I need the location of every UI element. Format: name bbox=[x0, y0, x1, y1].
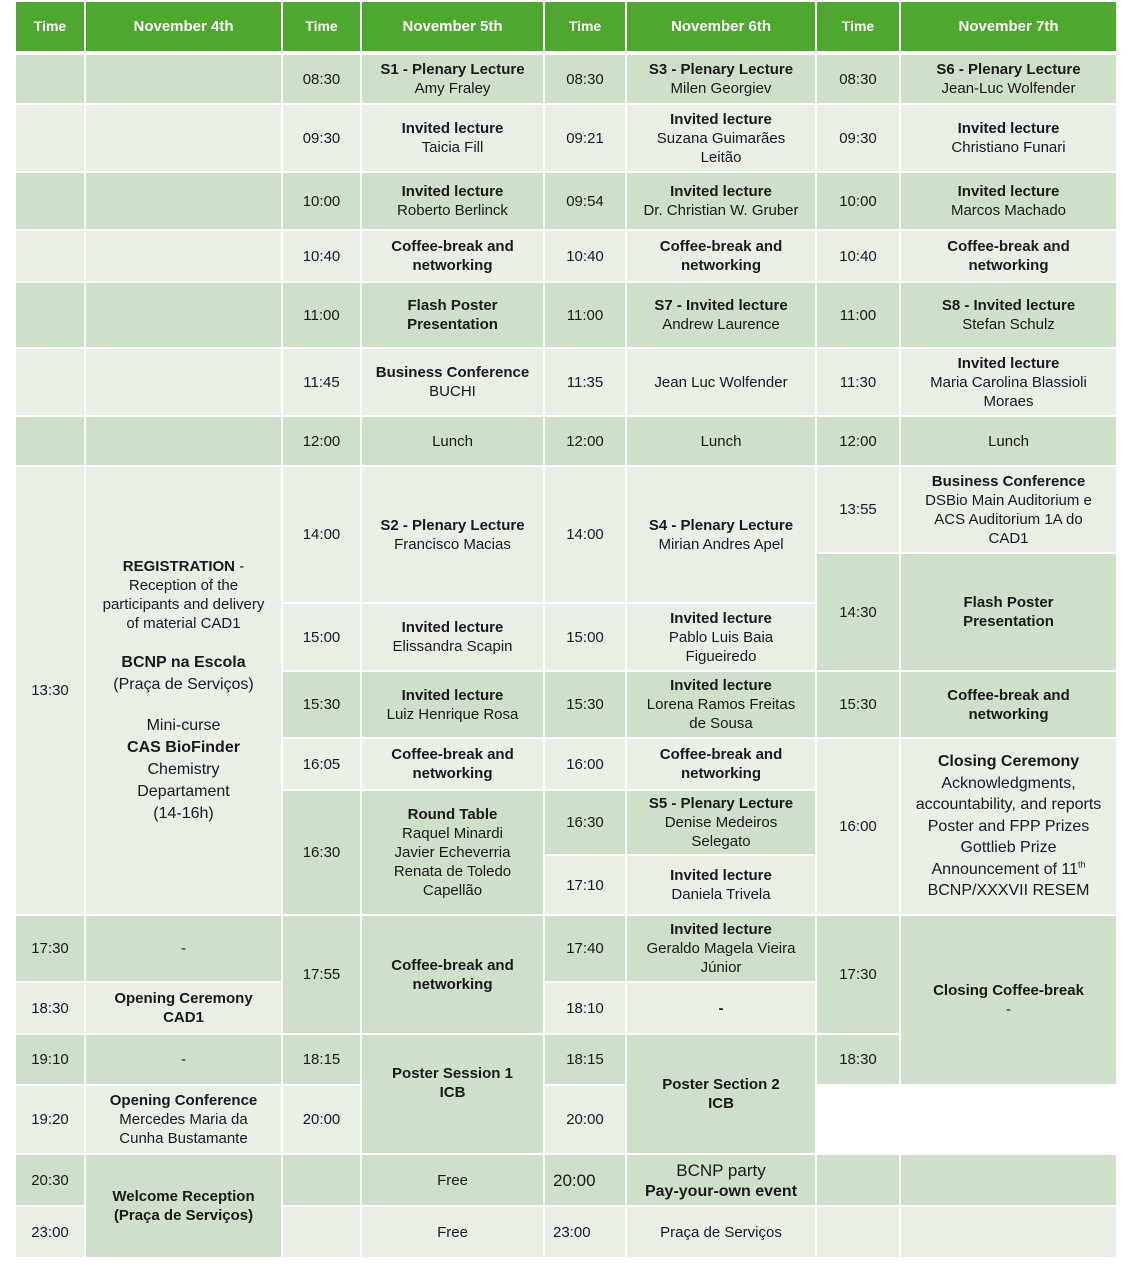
time-cell: 20:00 bbox=[544, 1085, 626, 1154]
time-cell: 18:30 bbox=[816, 1034, 900, 1085]
time-cell: 10:40 bbox=[282, 230, 361, 282]
time-cell: 15:00 bbox=[544, 603, 626, 671]
event-cell bbox=[900, 348, 1117, 416]
event-title: Poster Section 2 bbox=[662, 1076, 780, 1093]
speaker-name: Stefan Schulz bbox=[962, 316, 1055, 333]
time-cell bbox=[15, 54, 85, 104]
event-title: Invited lecture bbox=[670, 677, 772, 694]
speaker-name: Roberto Berlinck bbox=[397, 202, 508, 219]
time-cell: 10:00 bbox=[282, 172, 361, 230]
speaker-name: Pablo Luis Baia bbox=[668, 628, 774, 646]
event-cell bbox=[900, 172, 1117, 230]
event-title: Welcome Reception bbox=[112, 1188, 255, 1205]
event-location: CAD1 bbox=[988, 529, 1029, 547]
time-cell: 13:55 bbox=[816, 466, 900, 553]
time-cell: 18:15 bbox=[282, 1034, 361, 1085]
registration-title: REGISTRATION bbox=[122, 557, 236, 575]
superscript: th bbox=[1077, 859, 1086, 870]
time-cell: 09:30 bbox=[282, 104, 361, 172]
header-time-1: Time bbox=[15, 1, 85, 52]
time-cell: 15:30 bbox=[544, 671, 626, 738]
event-title: S8 - Invited lecture bbox=[941, 297, 1076, 314]
speaker-name: Francisco Macias bbox=[394, 535, 511, 553]
event-title: Flash Poster bbox=[963, 594, 1054, 611]
speaker-name: Denise Medeiros bbox=[664, 814, 778, 831]
event-detail: Gottlieb Prize bbox=[960, 839, 1057, 857]
time-cell: 11:00 bbox=[544, 282, 626, 348]
event-hours: (14-16h) bbox=[153, 804, 214, 822]
time-cell: 14:00 bbox=[544, 466, 626, 603]
event-cell bbox=[626, 855, 816, 915]
speaker-name: Jean-Luc Wolfender bbox=[941, 80, 1076, 97]
conference-schedule-table bbox=[14, 0, 1118, 1259]
event-title: Coffee-break and bbox=[391, 746, 514, 763]
time-cell: 10:00 bbox=[816, 172, 900, 230]
schedule-row bbox=[15, 915, 1117, 982]
event-cell bbox=[361, 915, 544, 1034]
speaker-name: Figueiredo bbox=[685, 647, 757, 665]
event-detail: Acknowledgments, bbox=[941, 774, 1076, 792]
event-cell bbox=[361, 230, 544, 282]
time-cell bbox=[15, 416, 85, 466]
speaker-name: Milen Georgiev bbox=[670, 80, 772, 97]
event-cell bbox=[361, 54, 544, 104]
time-cell: 10:40 bbox=[544, 230, 626, 282]
event-cell bbox=[900, 915, 1117, 1085]
time-cell: 16:05 bbox=[282, 738, 361, 790]
event-cell: - bbox=[85, 915, 282, 982]
event-title: S2 - Plenary Lecture bbox=[380, 516, 525, 534]
event-cell bbox=[361, 671, 544, 738]
event-title: Business Conference bbox=[931, 472, 1086, 490]
time-cell bbox=[816, 1154, 900, 1206]
time-cell: 20:00 bbox=[282, 1085, 361, 1154]
event-title: BCNP na Escola bbox=[121, 653, 246, 671]
event-cell bbox=[626, 104, 816, 172]
speaker-name: Moraes bbox=[983, 392, 1034, 410]
time-cell: 17:10 bbox=[544, 855, 626, 915]
event-title: Round Table bbox=[407, 806, 498, 823]
header-row bbox=[15, 1, 1117, 52]
event-cell bbox=[361, 104, 544, 172]
event-title: Invited lecture bbox=[401, 686, 504, 704]
event-cell bbox=[361, 603, 544, 671]
time-cell: 16:00 bbox=[816, 738, 900, 915]
event-cell bbox=[626, 282, 816, 348]
schedule-row bbox=[15, 172, 1117, 230]
event-title: Invited lecture bbox=[401, 183, 504, 200]
speaker-name: Andrew Laurence bbox=[662, 316, 780, 333]
event-title: CAD1 bbox=[163, 1009, 204, 1026]
time-cell bbox=[15, 282, 85, 348]
header-day-nov7: November 7th bbox=[900, 1, 1117, 52]
schedule-row bbox=[15, 348, 1117, 416]
time-cell: 23:00 bbox=[544, 1206, 626, 1258]
event-detail: - bbox=[1006, 1001, 1011, 1018]
event-title: S3 - Plenary Lecture bbox=[648, 61, 794, 78]
event-cell: Lunch bbox=[626, 416, 816, 466]
event-cell bbox=[626, 466, 816, 603]
time-cell: 08:30 bbox=[282, 54, 361, 104]
speaker-name: Renata de Toledo bbox=[393, 863, 512, 880]
time-cell: 20:00 bbox=[544, 1154, 626, 1206]
event-title: S6 - Plenary Lecture bbox=[936, 61, 1081, 78]
time-cell bbox=[15, 172, 85, 230]
speaker-name: Selegato bbox=[691, 833, 751, 850]
time-cell: 17:30 bbox=[816, 915, 900, 1034]
header-time-2: Time bbox=[282, 1, 361, 52]
time-cell: 11:30 bbox=[816, 348, 900, 416]
event-cell bbox=[626, 54, 816, 104]
time-cell: 18:30 bbox=[15, 982, 85, 1034]
event-cell bbox=[626, 172, 816, 230]
time-cell: 23:00 bbox=[15, 1206, 85, 1258]
header-day-nov6: November 6th bbox=[626, 1, 816, 52]
event-location: (Praça de Serviços) bbox=[113, 675, 254, 693]
event-cell bbox=[85, 466, 282, 915]
event-title: Invited lecture bbox=[401, 619, 504, 636]
event-title: Closing Coffee-break bbox=[933, 982, 1084, 999]
time-cell: 10:40 bbox=[816, 230, 900, 282]
event-cell bbox=[361, 466, 544, 603]
event-cell bbox=[85, 982, 282, 1034]
event-title: Presentation bbox=[407, 316, 498, 333]
event-cell bbox=[85, 1085, 282, 1154]
event-title: Coffee-break and bbox=[947, 686, 1070, 704]
event-title: Closing Ceremony bbox=[937, 753, 1080, 771]
time-cell: 12:00 bbox=[816, 416, 900, 466]
time-cell: 16:00 bbox=[544, 738, 626, 790]
speaker-name: Geraldo Magela Vieira bbox=[646, 940, 796, 957]
event-cell: Lunch bbox=[361, 416, 544, 466]
schedule-row bbox=[15, 416, 1117, 466]
time-cell: 11:00 bbox=[282, 282, 361, 348]
speaker-name: Leitão bbox=[700, 148, 742, 166]
speaker-name: Luiz Henrique Rosa bbox=[386, 705, 519, 723]
event-title: networking bbox=[412, 975, 493, 993]
time-cell: 14:30 bbox=[816, 553, 900, 671]
time-cell: 08:30 bbox=[544, 54, 626, 104]
event-detail: accountability, and reports bbox=[915, 796, 1102, 814]
event-cell bbox=[900, 54, 1117, 104]
time-cell: 20:30 bbox=[15, 1154, 85, 1206]
time-cell: 09:30 bbox=[816, 104, 900, 172]
event-title: networking bbox=[680, 257, 761, 274]
registration-block bbox=[96, 557, 271, 633]
event-detail: Poster and FPP Prizes bbox=[927, 817, 1090, 835]
time-cell: 16:30 bbox=[282, 790, 361, 915]
event-cell: Free bbox=[361, 1206, 544, 1258]
event-detail bbox=[905, 859, 1112, 881]
speaker-name: Elissandra Scapin bbox=[392, 638, 513, 655]
event-cell bbox=[85, 348, 282, 416]
event-title: Invited lecture bbox=[670, 183, 772, 200]
event-cell bbox=[626, 1034, 816, 1154]
event-title: Invited lecture bbox=[670, 921, 772, 938]
time-cell: 15:00 bbox=[282, 603, 361, 671]
time-cell: 15:30 bbox=[282, 671, 361, 738]
speaker-name: Christiano Funari bbox=[951, 139, 1066, 156]
event-cell bbox=[900, 104, 1117, 172]
time-cell: 17:55 bbox=[282, 915, 361, 1034]
event-title: S7 - Invited lecture bbox=[654, 297, 788, 314]
time-cell: 19:10 bbox=[15, 1034, 85, 1085]
event-cell bbox=[626, 738, 816, 790]
event-title: Invited lecture bbox=[957, 354, 1060, 372]
speaker-name: Javier Echeverria bbox=[394, 844, 511, 861]
header-time-4: Time bbox=[816, 1, 900, 52]
time-cell bbox=[15, 230, 85, 282]
event-cell bbox=[900, 671, 1117, 738]
header-day-nov4: November 4th bbox=[85, 1, 282, 52]
schedule-row bbox=[15, 282, 1117, 348]
speaker-name: Mercedes Maria da bbox=[119, 1111, 248, 1128]
speaker-name: Suzana Guimarães bbox=[656, 129, 786, 147]
event-cell bbox=[900, 553, 1117, 671]
time-cell bbox=[15, 104, 85, 172]
speaker-name: Cunha Bustamante bbox=[119, 1130, 248, 1147]
time-cell: 15:30 bbox=[816, 671, 900, 738]
event-cell bbox=[85, 416, 282, 466]
event-cell bbox=[900, 738, 1117, 915]
event-cell: Free bbox=[361, 1154, 544, 1206]
event-cell: Praça de Serviços bbox=[626, 1206, 816, 1258]
time-cell bbox=[816, 1085, 900, 1154]
speaker-name: Marcos Machado bbox=[950, 202, 1067, 219]
time-cell: 18:10 bbox=[544, 982, 626, 1034]
speaker-name: BUCHI bbox=[429, 383, 476, 400]
event-cell bbox=[361, 1034, 544, 1154]
time-cell: 16:30 bbox=[544, 790, 626, 855]
speaker-name: de Sousa bbox=[689, 715, 753, 732]
event-title: Invited lecture bbox=[401, 120, 504, 137]
event-cell bbox=[626, 982, 816, 1034]
time-cell: 13:30 bbox=[15, 466, 85, 915]
event-title: BCNP party bbox=[676, 1160, 766, 1180]
event-cell bbox=[85, 282, 282, 348]
event-cell bbox=[361, 790, 544, 915]
event-cell bbox=[626, 790, 816, 855]
time-cell: 09:21 bbox=[544, 104, 626, 172]
event-title: Invited lecture bbox=[670, 110, 772, 128]
event-location: Departament bbox=[137, 782, 230, 800]
event-cell bbox=[900, 1154, 1117, 1206]
event-title: Invited lecture bbox=[670, 609, 772, 627]
event-cell bbox=[85, 104, 282, 172]
schedule-row bbox=[15, 54, 1117, 104]
event-title: ICB bbox=[708, 1095, 734, 1112]
event-cell bbox=[361, 738, 544, 790]
event-title: Invited lecture bbox=[957, 120, 1060, 137]
event-title: networking bbox=[968, 257, 1049, 274]
event-title: Coffee-break and bbox=[659, 238, 783, 255]
event-cell bbox=[626, 348, 816, 416]
event-title: S4 - Plenary Lecture bbox=[648, 516, 794, 534]
speaker-name: Jean Luc Wolfender bbox=[654, 373, 788, 391]
time-cell: 18:15 bbox=[544, 1034, 626, 1085]
schedule-row bbox=[15, 230, 1117, 282]
event-cell: Lunch bbox=[900, 416, 1117, 466]
time-cell: 17:30 bbox=[15, 915, 85, 982]
event-cell bbox=[900, 466, 1117, 553]
speaker-name: Maria Carolina Blassioli bbox=[930, 373, 1087, 391]
event-location: ACS Auditorium 1A do bbox=[934, 510, 1083, 528]
event-cell bbox=[361, 282, 544, 348]
event-title: Flash Poster bbox=[407, 297, 498, 314]
event-cell bbox=[361, 348, 544, 416]
event-title: Poster Session 1 bbox=[392, 1065, 513, 1082]
event-subtitle: Pay-your-own event bbox=[644, 1182, 798, 1200]
event-title: Opening Conference bbox=[109, 1092, 258, 1109]
event-title: Business Conference bbox=[375, 364, 530, 381]
event-title: Invited lecture bbox=[670, 867, 772, 884]
speaker-name: Amy Fraley bbox=[414, 80, 491, 97]
event-title: S1 - Plenary Lecture bbox=[380, 61, 525, 78]
time-cell: 11:35 bbox=[544, 348, 626, 416]
speaker-name: Mirian Andres Apel bbox=[658, 535, 784, 553]
event-cell bbox=[626, 603, 816, 671]
event-detail: BCNP/XXXVII RESEM bbox=[927, 882, 1090, 900]
event-title: Coffee-break and bbox=[391, 238, 514, 255]
header-day-nov5: November 5th bbox=[361, 1, 544, 52]
event-cell bbox=[85, 1154, 282, 1258]
time-cell bbox=[282, 1154, 361, 1206]
event-title: Coffee-break and bbox=[947, 238, 1070, 255]
speaker-name: Júnior bbox=[700, 959, 742, 976]
event-title: Coffee-break and bbox=[659, 746, 783, 763]
event-cell bbox=[626, 230, 816, 282]
time-cell: 09:54 bbox=[544, 172, 626, 230]
event-cell bbox=[626, 671, 816, 738]
time-cell: 08:30 bbox=[816, 54, 900, 104]
speaker-name: Dr. Christian W. Gruber bbox=[643, 202, 799, 219]
schedule-row bbox=[15, 466, 1117, 553]
event-title: Coffee-break and bbox=[391, 956, 514, 974]
schedule-row bbox=[15, 1154, 1117, 1206]
event-cell bbox=[900, 1085, 1117, 1154]
time-cell: 19:20 bbox=[15, 1085, 85, 1154]
time-cell: 11:00 bbox=[816, 282, 900, 348]
time-cell: 12:00 bbox=[544, 416, 626, 466]
time-cell bbox=[15, 348, 85, 416]
registration-desc: - Reception of the participants and delivery of material CAD1 bbox=[102, 557, 265, 632]
event-cell bbox=[900, 230, 1117, 282]
speaker-name: Capellão bbox=[422, 882, 483, 899]
event-title: networking bbox=[412, 257, 493, 274]
event-cell bbox=[626, 1154, 816, 1206]
event-title: Invited lecture bbox=[957, 183, 1060, 200]
header-time-3: Time bbox=[544, 1, 626, 52]
event-subtitle: Mini-curse bbox=[146, 716, 221, 734]
event-detail-text: Announcement of 11 bbox=[931, 860, 1078, 878]
speaker-name: Raquel Minardi bbox=[402, 825, 503, 842]
event-cell bbox=[85, 54, 282, 104]
speaker-name: Daniela Trivela bbox=[671, 886, 771, 903]
event-title: (Praça de Serviços) bbox=[113, 1207, 254, 1224]
event-cell bbox=[361, 172, 544, 230]
event-cell bbox=[900, 1206, 1117, 1258]
event-cell: - bbox=[85, 1034, 282, 1085]
schedule-row bbox=[15, 104, 1117, 172]
time-cell: 14:00 bbox=[282, 466, 361, 603]
time-cell: 11:45 bbox=[282, 348, 361, 416]
time-cell bbox=[282, 1206, 361, 1258]
event-title: networking bbox=[680, 765, 761, 782]
speaker-name: Taicia Fill bbox=[421, 139, 484, 156]
time-cell: 17:40 bbox=[544, 915, 626, 982]
event-cell bbox=[85, 230, 282, 282]
event-title: Presentation bbox=[963, 613, 1054, 630]
event-title: CAS BioFinder bbox=[127, 738, 240, 756]
schedule-row bbox=[15, 1085, 1117, 1154]
event-title: networking bbox=[968, 705, 1049, 723]
event-cell bbox=[85, 172, 282, 230]
event-cell bbox=[900, 282, 1117, 348]
speaker-name: Lorena Ramos Freitas bbox=[646, 696, 796, 713]
time-cell: 12:00 bbox=[282, 416, 361, 466]
event-title: networking bbox=[412, 765, 493, 782]
event-title: Opening Ceremony bbox=[114, 990, 253, 1007]
event-title: - bbox=[718, 999, 724, 1017]
event-location: DSBio Main Auditorium e bbox=[925, 491, 1092, 509]
event-location: Chemistry bbox=[147, 760, 220, 778]
event-title: ICB bbox=[439, 1084, 466, 1101]
time-cell bbox=[816, 1206, 900, 1258]
event-cell bbox=[626, 915, 816, 982]
event-title: S5 - Plenary Lecture bbox=[648, 795, 794, 812]
